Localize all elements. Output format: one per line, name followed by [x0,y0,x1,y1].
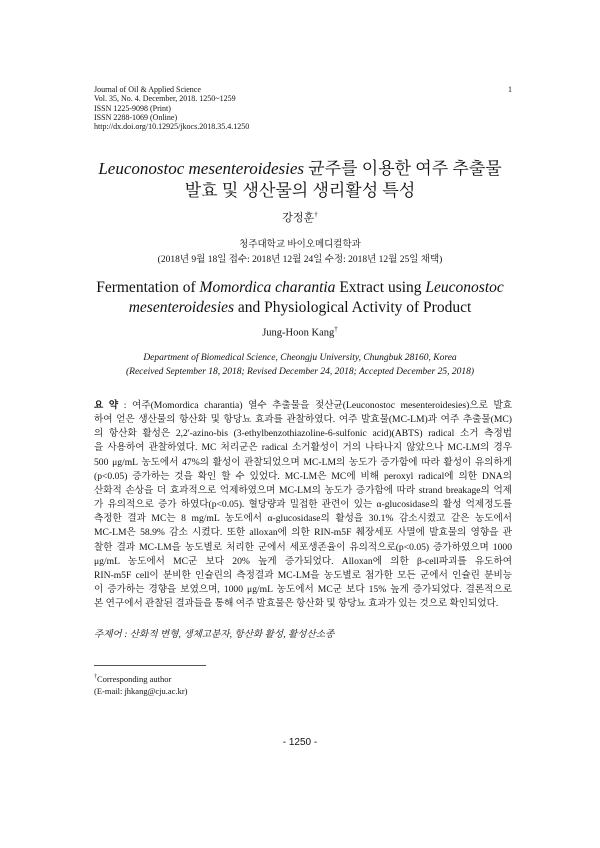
korean-affiliation: 청주대학교 바이오메디컬학과 [239,240,361,250]
issn-online: ISSN 2288-1069 (Online) [94,112,178,122]
abstract-line [94,470,512,484]
issn-print: ISSN 1225-9098 (Print) [94,103,171,113]
journal-header [94,85,249,131]
abstract-line-text: 찰한 결과 MC-LM을 농도별로 처리한 군에서 세포생존율이 유의적으로(p<0.05) 증가하였으며 1000 [94,541,512,553]
korean-title-line1: 균주를 이용한 여주 추출물 [304,159,502,178]
et-italic: Leuconostoc [425,279,504,296]
keywords: 주제어 : 산화적 변형, 생체고분자, 항산화 활성, 활성산소종 [94,629,335,640]
abstract-line [94,583,512,597]
abstract-line-text: 하여 얻은 생산물의 항산화 및 항당뇨 효과를 관찰하였다. 여주 발효물(MC-LM)과 여주 추출물(MC) [94,414,512,426]
abstract-label: 요 약 [94,400,119,411]
footnote-label: Corresponding author [97,673,172,684]
et-italic: Momordica charantia [199,279,336,296]
korean-title [0,158,600,202]
page-marker: 1 [508,85,512,94]
et-part: Fermentation of [96,279,200,296]
abstract-line [94,413,512,427]
english-author-name: Jung-Hoon Kang [262,327,335,339]
abstract-line [94,512,512,526]
abstract-line [94,541,512,555]
english-dates: (Received September 18, 2018; Revised December 24, 2018; Accepted December 25, 2018) [125,366,475,377]
et-part: and Physiological Activity of Product [234,299,472,316]
abstract [94,399,512,611]
author-dagger: † [314,210,318,219]
abstract-line [94,456,512,470]
journal-name: Journal of Oil & Applied Science [94,85,201,94]
abstract-line-text: 산화적 손상을 더 효과적으로 억제하였으며 MC-LM의 농도가 증가함에 따라 strand breakage의 억제 [94,484,512,496]
abstract-line [94,555,512,569]
abstract-line [94,399,512,413]
abstract-line-text: 500 μg/mL 농도에서 47%의 활성이 관찰되었으며 MC-LM의 농도가 증가함에 따라 활성이 유의하게 [94,456,512,468]
page-number: - 1250 - [282,737,318,748]
et-italic: mesenteroidesies [128,299,235,316]
korean-author-name: 강정훈 [282,212,315,224]
abstract-line-text: 이 증가하는 경향을 보였으며, 1000 μg/mL 농도에서 MC군 보다 15% 높게 증가되었다. 결론적으로 [94,584,512,596]
footnote-dagger: † [94,674,97,680]
journal-volume: Vol. 35, No. 4. December, 2018. 1250~1259 [94,94,236,104]
korean-author [0,209,600,225]
abstract-line [94,441,512,455]
abstract-line-text: MC-LM은 58.9% 감소 시켰다. 또한 alloxan에 의한 RIN-m5F 췌장세포 사멸에 발효물의 영향을 관 [94,527,512,539]
abstract-line [94,427,512,441]
abstract-line [94,597,512,611]
footnote-divider [94,665,206,666]
abstract-line-text: RIN-m5F cell이 분비한 인슐린의 측정결과 MC-LM을 농도별로 첨가한 모든 군에서 인슐린 분비능 [94,569,512,581]
korean-dates: (2018년 9월 18일 접수: 2018년 12월 24일 수정: 2018년 12월 25일 채택) [157,255,443,265]
author-dagger: † [334,325,338,333]
footnote [94,671,188,698]
abstract-line [94,569,512,583]
abstract-line [94,484,512,498]
english-title [0,278,600,318]
abstract-line-text: 측정한 결과 MC는 8 mg/mL 농도에서 α-glucosidase의 활성을 30.1% 감소시켰고 같은 농도에서 [94,513,512,525]
abstract-line-text: 본 연구에서 관찰된 결과들을 통해 여주 발효물은 항산화 및 항당뇨 효과가 있는 것으로 확인되었다. [94,598,499,610]
abstract-line-text: : 여주(Momordica charantia) 열수 추출물을 젖산균(Leuconostoc mesenteroidesies)으로 발효 [123,400,512,411]
english-affiliation-block [0,352,600,379]
abstract-line-text: μg/mL 농도에서 MC군 보다 20% 높게 증가되었다. Alloxan에 의한 β-cell파괴를 유도하여 [94,555,512,567]
english-affiliation: Department of Biomedical Science, Cheongju University, Chungbuk 28160, Korea [143,353,457,363]
abstract-line [94,526,512,540]
abstract-line-text: 의 항산화 활성은 2,2'-azino-bis (3-ethylbenzothiazoline-6-sulfonic acid)(ABTS) radical 소거 측정법 [94,428,512,440]
et-part: Extract using [335,279,426,296]
korean-title-line2: 발효 및 생산물의 생리활성 특성 [184,181,416,200]
abstract-line-text: 가 유의적으로 증가 하였다(p<0.05). 혈당량과 밀접한 관련이 있는 α-glucosidase의 활성 억제정도를 [94,499,512,511]
doi-link[interactable]: http://dx.doi.org/10.12925/jkocs.2018.35.4.1250 [94,122,250,132]
abstract-line [94,498,512,512]
english-author [0,325,600,339]
korean-affiliation-block [0,238,600,268]
abstract-line-text: (p<0.05) 증가하는 것을 확인 할 수 있었다. MC-LM은 MC에 비해 peroxyl radical에 의한 DNA의 [94,470,512,482]
footnote-email[interactable]: (E-mail: jhkang@cju.ac.kr) [94,686,188,697]
abstract-line-text: 을 사용하여 관찰하였다. MC 처리군은 radical 소거활성이 거의 나타나지 않았으나 MC-LM의 경우 [94,442,512,454]
korean-title-italic: Leuconostoc mesenteroidesies [98,159,305,178]
